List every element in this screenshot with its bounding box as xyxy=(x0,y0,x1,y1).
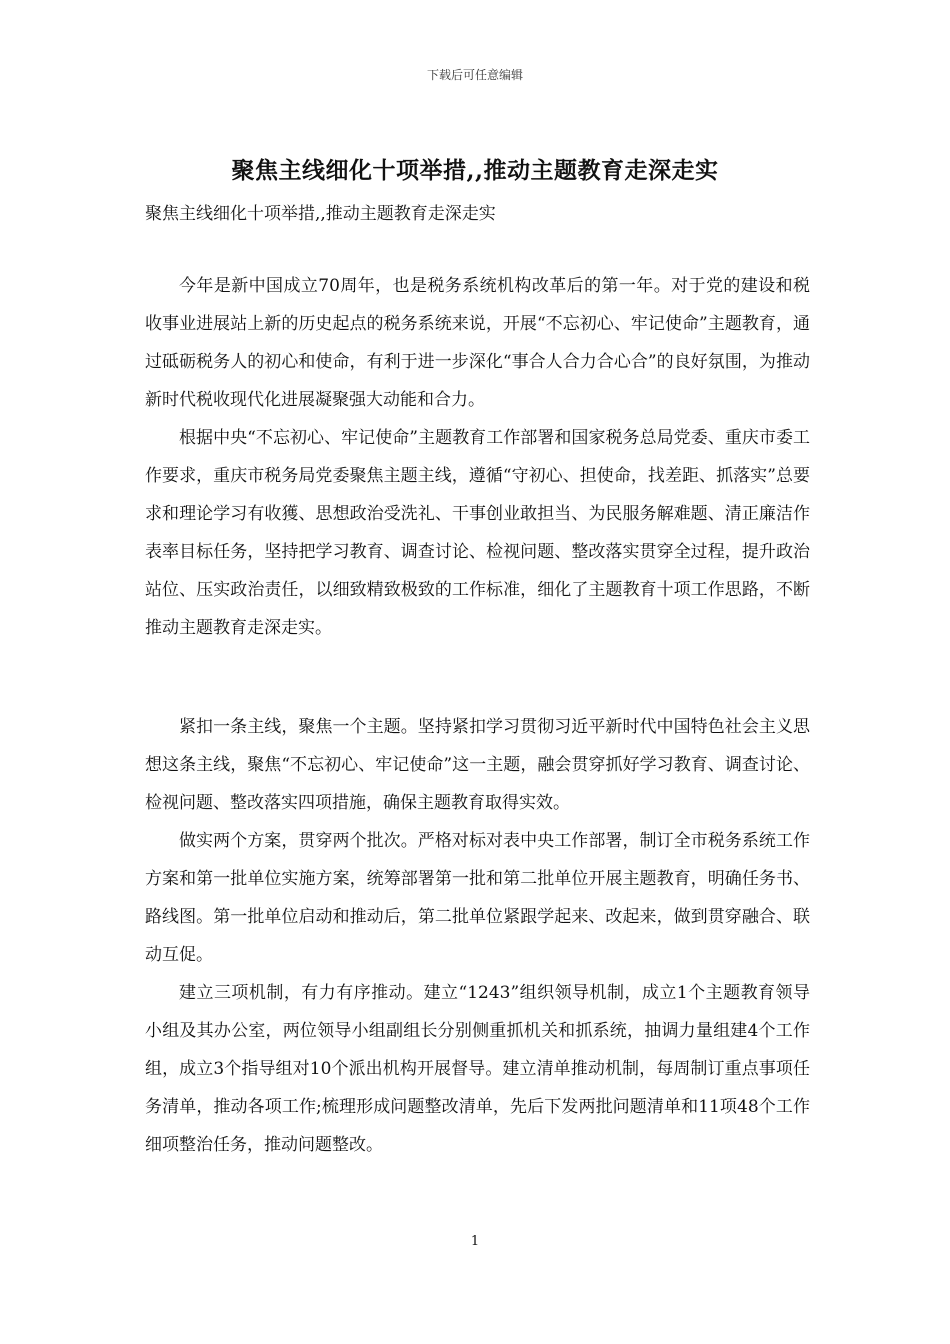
measures-section xyxy=(145,708,810,1164)
page-header-note: 下载后可任意编辑 xyxy=(426,68,523,82)
paragraph-5: 建立三项机制，有力有序推动。建立“1243”组织领导机制，成立1个主题教育领导小组及其办公室，两位领导小组副组长分别侧重抓机关和抓系统，抽调力量组建4个工作组，成立3个指导组对10个派出机构开展督导。建立清单推动机制，每周制订重点事项任务清单，推动各项工作;梳理形成问题整改清单，先后下发两批问题清单和11项48个工作细项整治任务，推动问题整改。 xyxy=(145,983,810,1155)
paragraph-3: 紧扣一条主线，聚焦一个主题。坚持紧扣学习贯彻习近平新时代中国特色社会主义思想这条主线，聚焦“不忘初心、牢记使命”这一主题，融会贯穿抓好学习教育、调查讨论、检视问题、整改落实四项措施，确保主题教育取得实效。 xyxy=(145,717,810,813)
document-subtitle: 聚焦主线细化十项举措,,推动主题教育走深走实 xyxy=(145,204,496,224)
paragraph-1: 今年是新中国成立70周年，也是税务系统机构改革后的第一年。对于党的建设和税收事业进展站上新的历史起点的税务系统来说，开展“不忘初心、牢记使命”主题教育，通过砥砺税务人的初心和使命，有利于进一步深化“事合人合力合心合”的良好氛围，为推动新时代税收现代化进展凝聚强大动能和合力。 xyxy=(145,276,810,410)
paragraph-2: 根据中央“不忘初心、牢记使命”主题教育工作部署和国家税务总局党委、重庆市委工作要求，重庆市税务局党委聚焦主题主线，遵循“守初心、担使命，找差距、抓落实”总要求和理论学习有收獲、思想政治受洗礼、干事创业敢担当、为民服务解难题、清正廉洁作表率目标任务，坚持把学习教育、调查讨论、检视问题、整改落实贯穿全过程，提升政治站位、压实政治责任，以细致精致极致的工作标准，细化了主题教育十项工作思路，不断推动主题教育走深走实。 xyxy=(145,428,810,638)
paragraph-4: 做实两个方案，贯穿两个批次。严格对标对表中央工作部署，制订全市税务系统工作方案和第一批单位实施方案，统筹部署第一批和第二批单位开展主题教育，明确任务书、路线图。第一批单位启动和推动后，第二批单位紧跟学起来、改起来，做到贯穿融合、联动互促。 xyxy=(145,831,810,965)
intro-section xyxy=(145,267,810,647)
page-number: 1 xyxy=(470,1234,480,1249)
document-title: 聚焦主线细化十项举措,,推动主题教育走深走实 xyxy=(231,157,719,184)
